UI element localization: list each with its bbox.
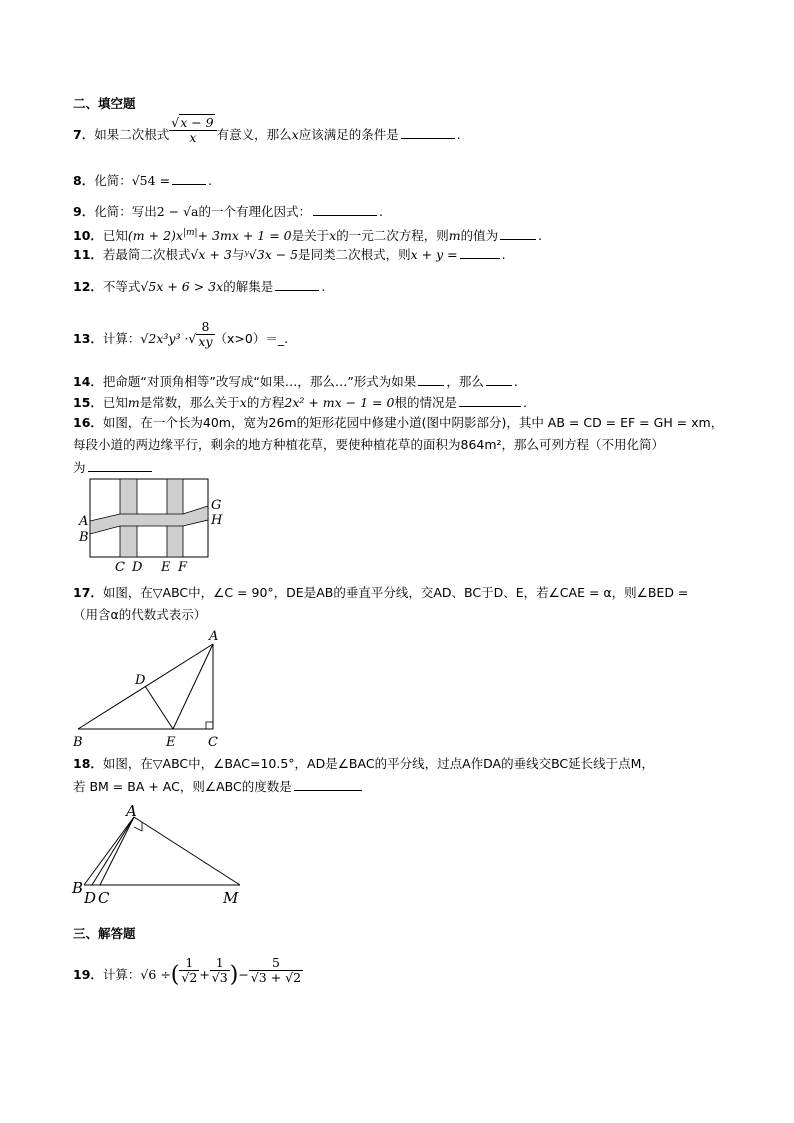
fraction: $\frac{1}{√2}$ bbox=[181, 955, 198, 985]
label-F: F bbox=[178, 560, 188, 575]
question-15: 15．已知m是常数，那么关于x的方程2x² + mx − 1 = 0根的情况是 . bbox=[73, 395, 527, 410]
triangle-diagram-18 bbox=[70, 803, 250, 909]
question-11: 11．若最简二次根式√x + 3与ʸ√3x − 5是同类二次根式，则x + y = . bbox=[73, 247, 506, 262]
answer-blank[interactable] bbox=[401, 126, 455, 139]
section-title-fill: 二、填空题 bbox=[73, 96, 136, 111]
answer-blank[interactable] bbox=[459, 394, 521, 407]
label-D: D bbox=[135, 673, 146, 688]
triangle-diagram-17 bbox=[70, 624, 230, 752]
question-7: 7．如果二次根式 $\frac{√x - 9}{x}$ 有意义，那么x应该满足的条件是 . bbox=[73, 115, 461, 145]
answer-blank[interactable] bbox=[88, 459, 152, 472]
question-17-line2: （用含α的代数式表示） bbox=[73, 607, 207, 622]
answer-blank[interactable] bbox=[460, 246, 500, 259]
question-17-line1: 17．如图，在▽ABC中，∠C = 90°，DE是AB的垂直平分线，交AD、BC于D、E，若∠CAE = α，则∠BED = bbox=[73, 585, 689, 600]
label-B: B bbox=[72, 879, 84, 897]
fraction: $\frac{1}{√3}$ bbox=[211, 955, 228, 985]
question-8: 8．化简：√54 = . bbox=[73, 173, 213, 188]
label-G: G bbox=[211, 498, 222, 513]
question-18-line2: 若 BM = BA + AC，则∠ABC的度数是 bbox=[73, 778, 364, 795]
label-B: B bbox=[79, 530, 89, 545]
answer-blank[interactable] bbox=[418, 373, 444, 386]
question-16-line3: 为 bbox=[73, 459, 154, 476]
question-12: 12．不等式√5x + 6 > 3x的解集是 . bbox=[73, 279, 326, 294]
label-D: D bbox=[132, 560, 143, 575]
label-H: H bbox=[211, 513, 223, 528]
fraction: $\frac{√x - 9}{x}$ bbox=[169, 116, 216, 145]
garden-diagram bbox=[75, 476, 235, 576]
answer-blank[interactable] bbox=[500, 227, 536, 240]
label-C: C bbox=[208, 735, 218, 750]
question-10: 10．已知$(m + 2)x^{|m|}+ 3mx + 1 = 0$是关于x的一元二次方程，则m的值为 . bbox=[73, 228, 543, 244]
question-19: 19．计算：√6 ÷( $\frac{1}{√2}$ + $\frac{1}{√3}$ )− $\frac{5}{√3 + √2}$ bbox=[73, 955, 302, 988]
label-D: D bbox=[84, 889, 97, 907]
question-18-line1: 18．如图，在▽ABC中，∠BAC=10.5°，AD是∠BAC的平分线，过点A作DA的垂线交BC延长线于点M， bbox=[73, 756, 654, 771]
question-16-line1: 16．如图，在一个长为40m，宽为26m的矩形花园中修建小道(图中阴影部分)，其中 AB = CD = EF = GH = xm， bbox=[73, 415, 724, 430]
answer-blank[interactable] bbox=[294, 778, 362, 791]
question-13: 13．计算：√2x³y³ ·√ $\frac{8}{xy}$ （x>0）＝_. bbox=[73, 319, 289, 349]
label-E: E bbox=[161, 560, 171, 575]
label-C: C bbox=[98, 889, 110, 907]
answer-blank[interactable] bbox=[275, 278, 319, 291]
answer-blank[interactable] bbox=[313, 203, 377, 216]
question-number: 7． bbox=[73, 127, 95, 142]
fraction: $\frac{8}{xy}$ bbox=[198, 319, 213, 349]
question-14: 14．把命题“对顶角相等”改写成“如果…，那么…”形式为如果 ，那么 . bbox=[73, 374, 518, 389]
fraction: $\frac{5}{√3 + √2}$ bbox=[250, 955, 302, 985]
label-C: C bbox=[115, 560, 125, 575]
label-A: A bbox=[209, 629, 219, 644]
label-M: M bbox=[223, 889, 239, 907]
answer-blank[interactable] bbox=[486, 373, 512, 386]
question-9: 9．化简：写出2 − √a的一个有理化因式： . bbox=[73, 204, 384, 219]
answer-blank[interactable] bbox=[172, 172, 206, 185]
section-title-answer: 三、解答题 bbox=[73, 926, 136, 941]
label-A: A bbox=[79, 514, 89, 529]
label-E: E bbox=[166, 735, 176, 750]
label-A: A bbox=[126, 803, 137, 820]
label-B: B bbox=[73, 735, 83, 750]
question-16-line2: 每段小道的两边缘平行，剩余的地方种植花草，要使种植花草的面积为864m²，那么可列方程（不用化简） bbox=[73, 437, 665, 452]
